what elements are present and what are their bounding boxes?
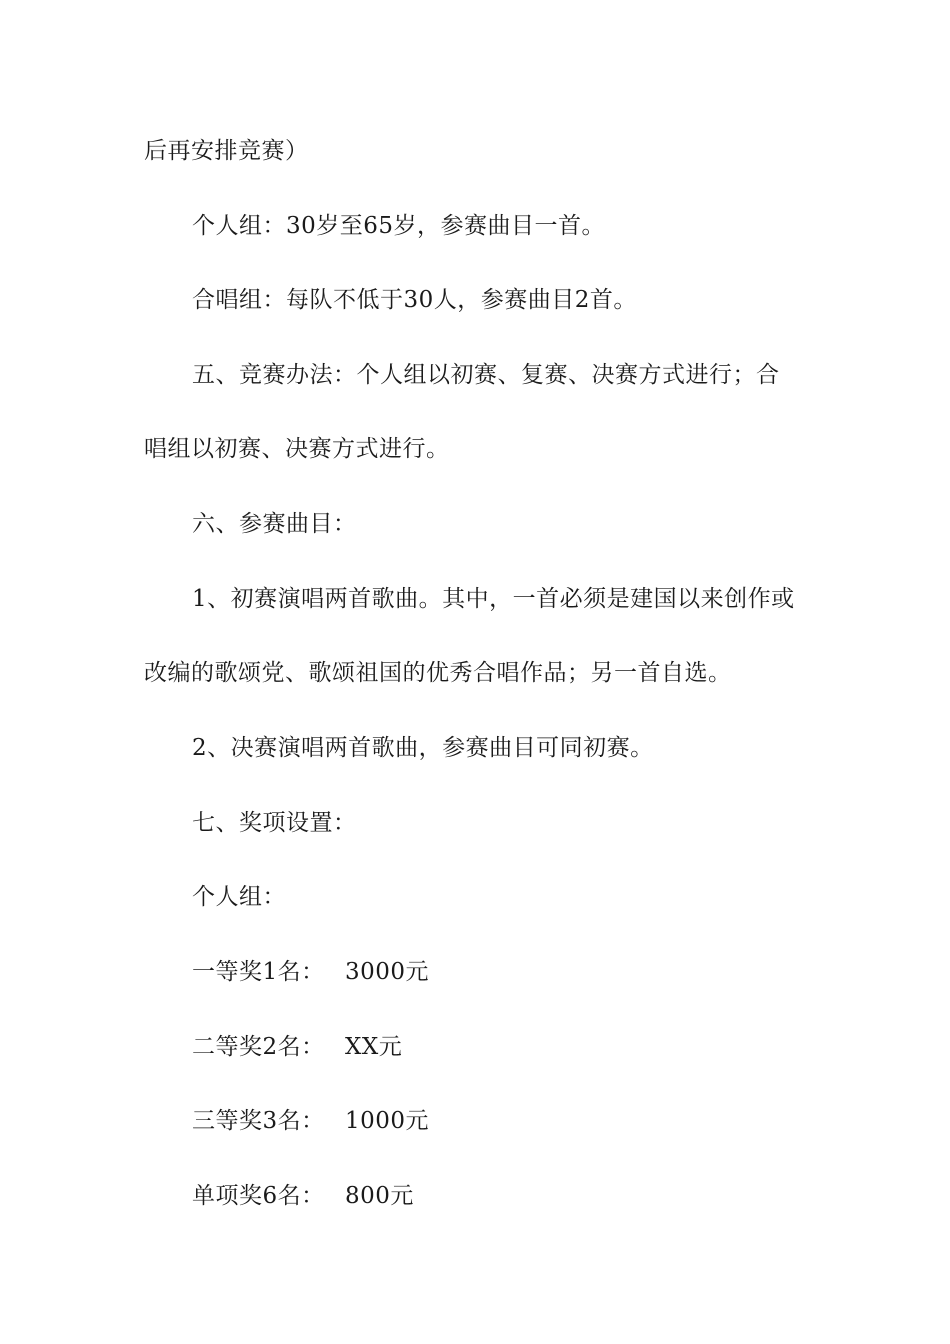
prize-amount: 1000元 (345, 1108, 430, 1134)
paragraph-continuation: 后再安排竞赛） (144, 138, 309, 164)
prize-amount: 800元 (345, 1183, 414, 1209)
prize-row (192, 1032, 872, 1062)
final-song-rule: 2、决赛演唱两首歌曲，参赛曲目可同初赛。 (192, 735, 654, 761)
section-seven-heading: 七、奖项设置： (192, 810, 357, 836)
individual-group-rule: 个人组：30岁至65岁，参赛曲目一首。 (192, 213, 606, 239)
prize-label: 三等奖3名： (192, 1108, 325, 1134)
preliminary-song-rule-continuation: 改编的歌颂党、歌颂祖国的优秀合唱作品；另一首自选。 (144, 660, 732, 686)
section-five-continuation: 唱组以初赛、决赛方式进行。 (144, 436, 450, 462)
prize-label: 二等奖2名： (192, 1034, 325, 1060)
prize-label: 单项奖6名： (192, 1183, 325, 1209)
section-five-heading: 五、竞赛办法：个人组以初赛、复赛、决赛方式进行；合 (192, 362, 780, 388)
choir-group-rule: 合唱组：每队不低于30人，参赛曲目2首。 (192, 287, 637, 313)
prize-amount: XX元 (345, 1034, 403, 1060)
prize-row (192, 1181, 872, 1211)
prize-row (192, 1106, 872, 1136)
prize-label: 一等奖1名： (192, 959, 325, 985)
prize-amount: 3000元 (345, 959, 430, 985)
individual-group-label: 个人组： (192, 884, 286, 910)
prize-row (192, 957, 872, 987)
preliminary-song-rule: 1、初赛演唱两首歌曲。其中，一首必须是建国以来创作或 (192, 586, 795, 612)
section-six-heading: 六、参赛曲目： (192, 511, 357, 537)
